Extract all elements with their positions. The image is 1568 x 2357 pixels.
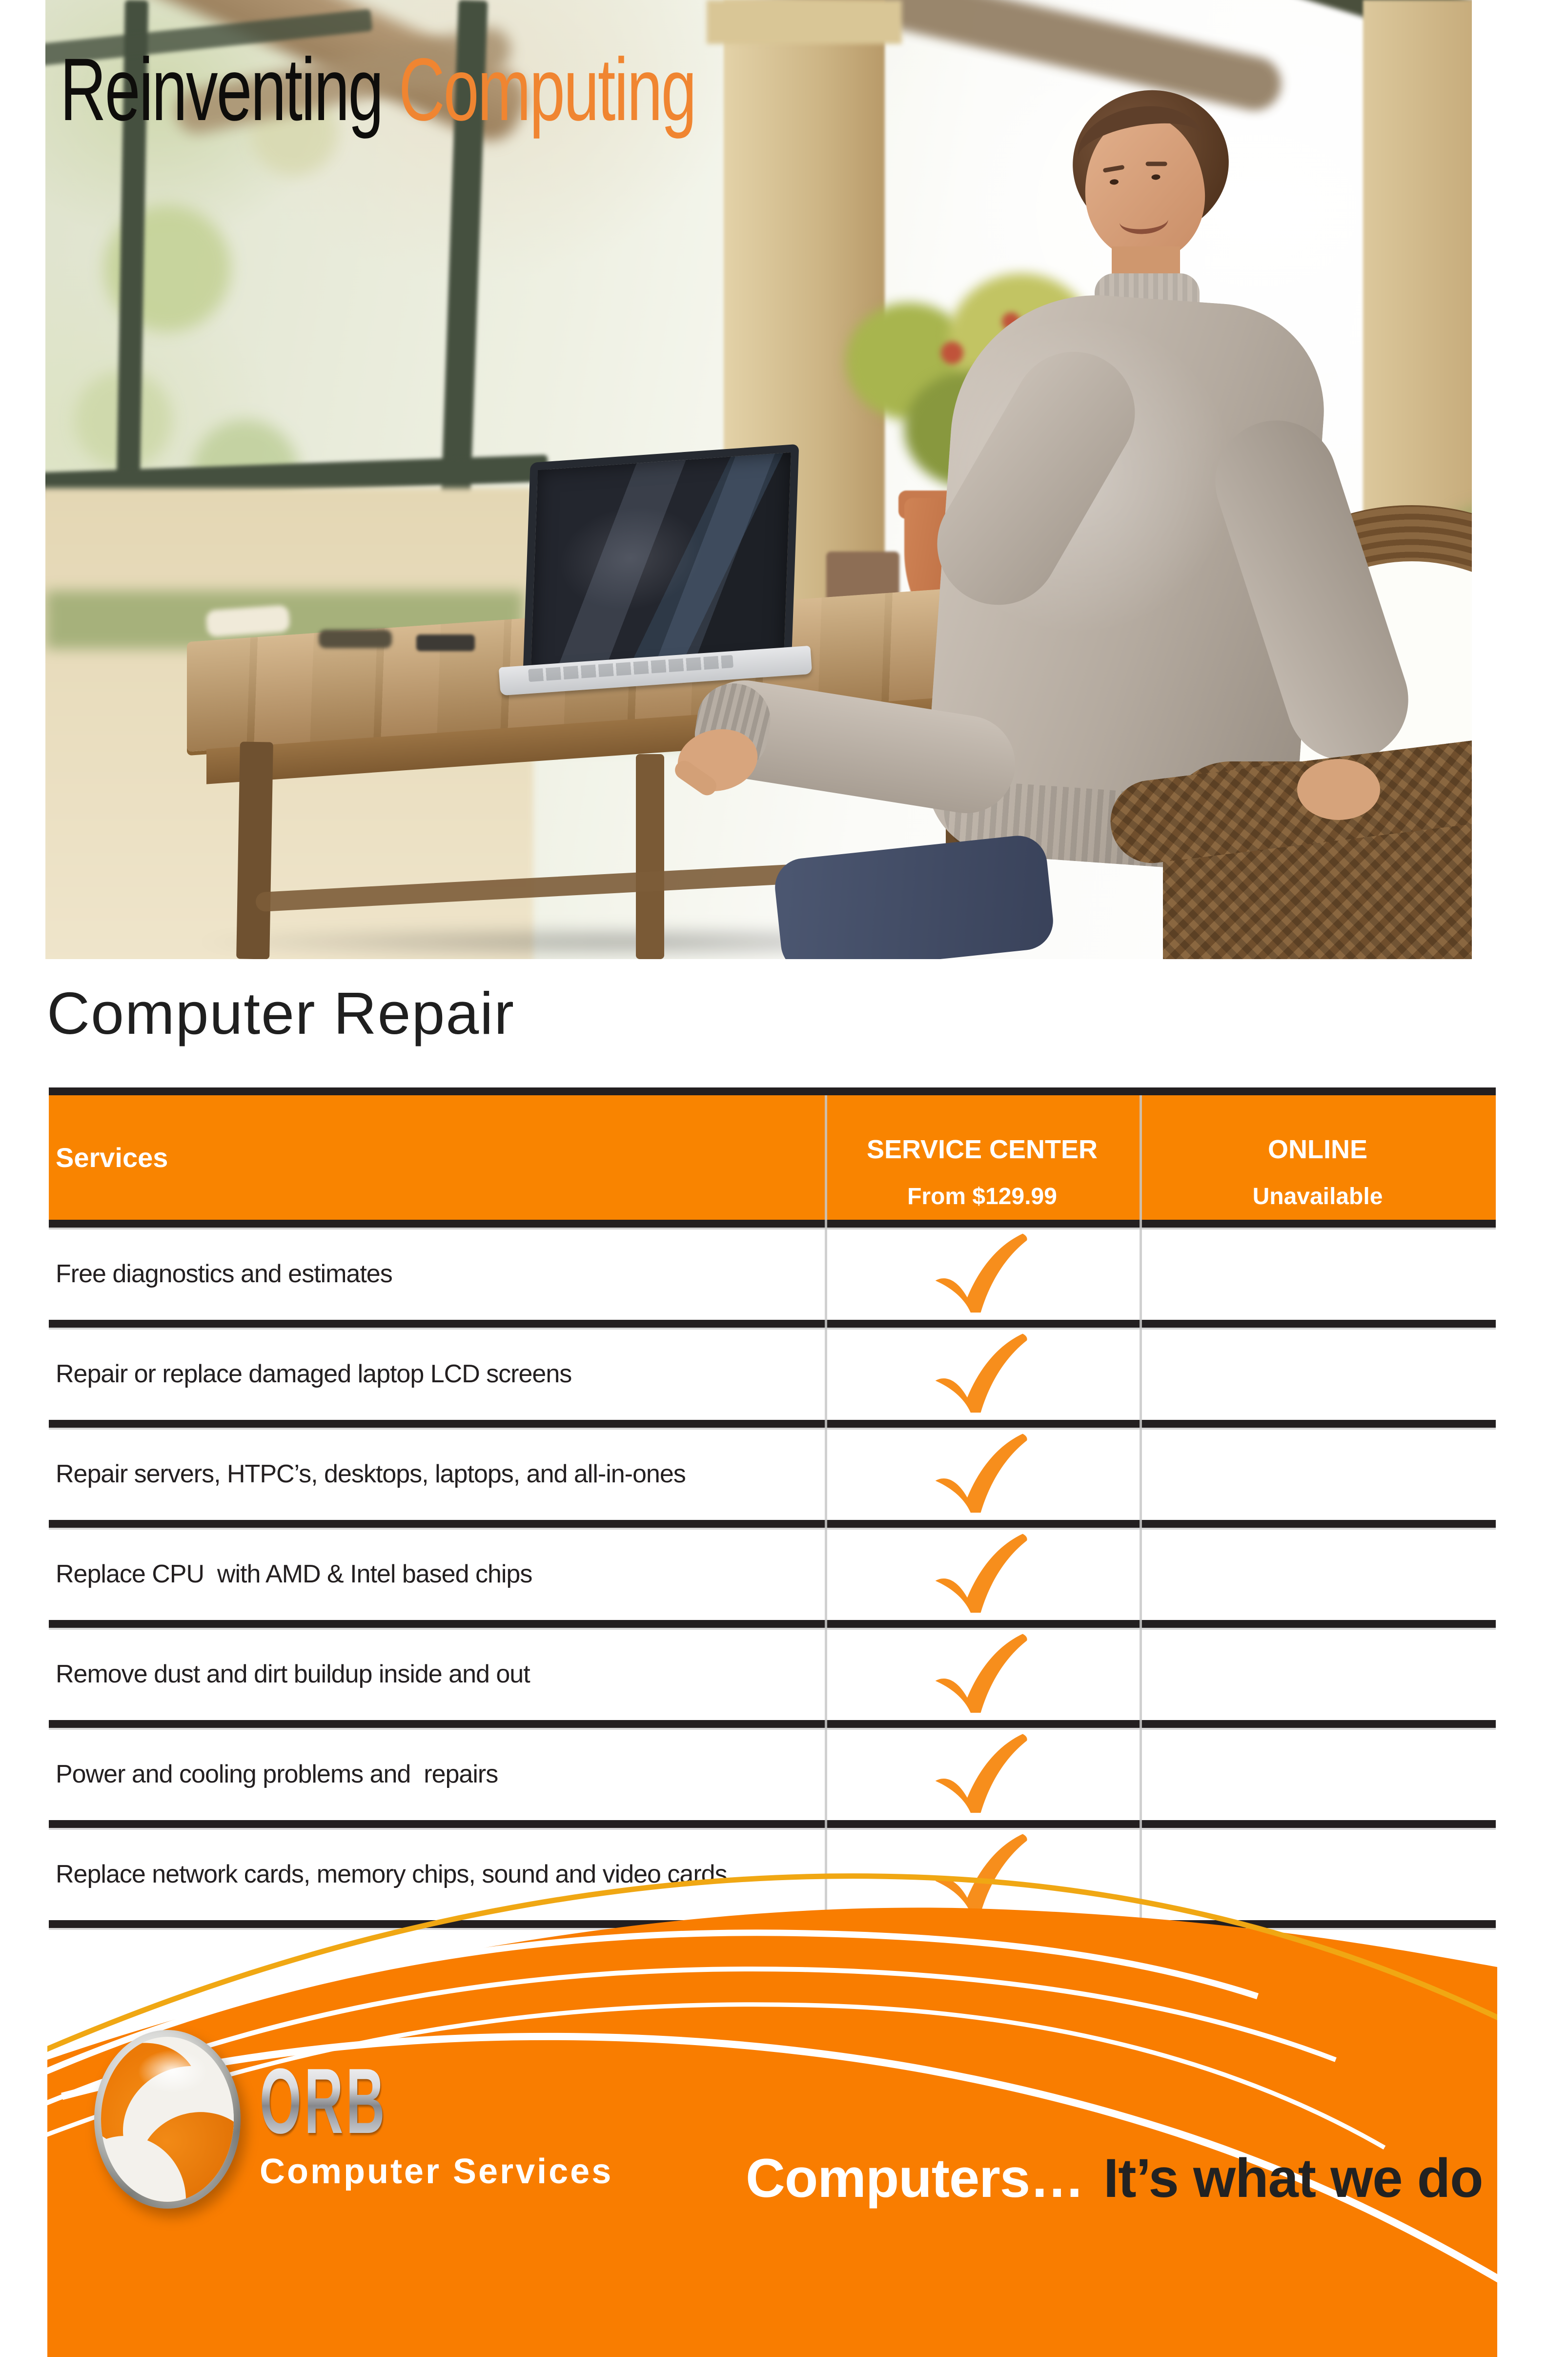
orb-logo-sphere <box>94 2030 241 2209</box>
online-cell <box>1140 1428 1496 1520</box>
online-cell <box>1140 1328 1496 1420</box>
online-cell <box>1140 1228 1496 1320</box>
service-center-cell <box>825 1528 1140 1620</box>
service-center-cell <box>825 1628 1140 1720</box>
service-center-cell <box>825 1228 1140 1320</box>
services-table <box>49 1087 1496 1928</box>
orb-logo-subtext: Computer Services <box>260 2152 613 2191</box>
table-row <box>49 1228 1496 1328</box>
checkmark-icon <box>931 1632 1034 1716</box>
service-cell: Power and cooling problems and repairs <box>56 1760 498 1788</box>
service-cell: Replace network cards, memory chips, sound and video cards <box>56 1860 727 1888</box>
service-cell: Replace CPU with AMD & Intel based chips <box>56 1559 532 1588</box>
column-header-online <box>1140 1095 1496 1220</box>
online-cell <box>1140 1528 1496 1620</box>
online-label: ONLINE <box>1267 1135 1367 1164</box>
service-center-cell <box>825 1728 1140 1820</box>
hero-title-orange: Computing <box>398 40 695 139</box>
checkmark-icon <box>931 1732 1034 1816</box>
keys-on-table <box>319 630 392 648</box>
online-cell <box>1140 1628 1496 1720</box>
checkmark-icon <box>931 1332 1034 1416</box>
hero-title-black: Reinventing <box>60 40 399 139</box>
footer-slogan <box>746 2147 1483 2210</box>
checkmark-icon <box>931 1532 1034 1616</box>
phone-on-table <box>416 635 475 651</box>
table-rows <box>49 1228 1496 1928</box>
column-separator <box>825 1095 827 1928</box>
service-center-cell <box>825 1428 1140 1520</box>
service-cell: Remove dust and dirt buildup inside and out <box>56 1660 530 1688</box>
slogan-white: Computers… <box>746 2148 1084 2209</box>
jeans <box>772 833 1056 959</box>
table-row <box>49 1428 1496 1528</box>
table-header-border <box>49 1220 1496 1228</box>
service-center-cell <box>825 1328 1140 1420</box>
table-row <box>49 1728 1496 1828</box>
hero-title <box>60 41 695 138</box>
column-separator <box>1140 1095 1142 1928</box>
checkmark-icon <box>931 1432 1034 1516</box>
service-cell: Repair servers, HTPC’s, desktops, laptops, and all-in-ones <box>56 1459 686 1488</box>
column-header-service-center <box>825 1095 1140 1220</box>
service-center-label: SERVICE CENTER <box>866 1135 1098 1164</box>
checkmark-icon <box>931 1232 1034 1316</box>
page-title: Computer Repair <box>47 980 515 1046</box>
online-availability: Unavailable <box>1252 1184 1383 1209</box>
table-row <box>49 1528 1496 1628</box>
table-top-border <box>49 1087 1496 1095</box>
hand <box>1297 759 1380 820</box>
pillar-capital <box>707 0 902 44</box>
column-header-services: Services <box>56 1142 168 1173</box>
service-cell: Repair or replace damaged laptop LCD screens <box>56 1359 572 1388</box>
online-cell <box>1140 1728 1496 1820</box>
table-row <box>49 1328 1496 1428</box>
orb-logo-text: ORB <box>260 2050 388 2153</box>
slogan-dark: It’s what we do <box>1103 2148 1483 2209</box>
table-header-row <box>49 1095 1496 1220</box>
footer <box>47 1850 1497 2357</box>
table-row <box>49 1628 1496 1728</box>
service-cell: Free diagnostics and estimates <box>56 1259 392 1288</box>
face <box>1080 111 1209 265</box>
service-center-price: From $129.99 <box>907 1184 1057 1209</box>
hero-photo <box>45 0 1472 959</box>
